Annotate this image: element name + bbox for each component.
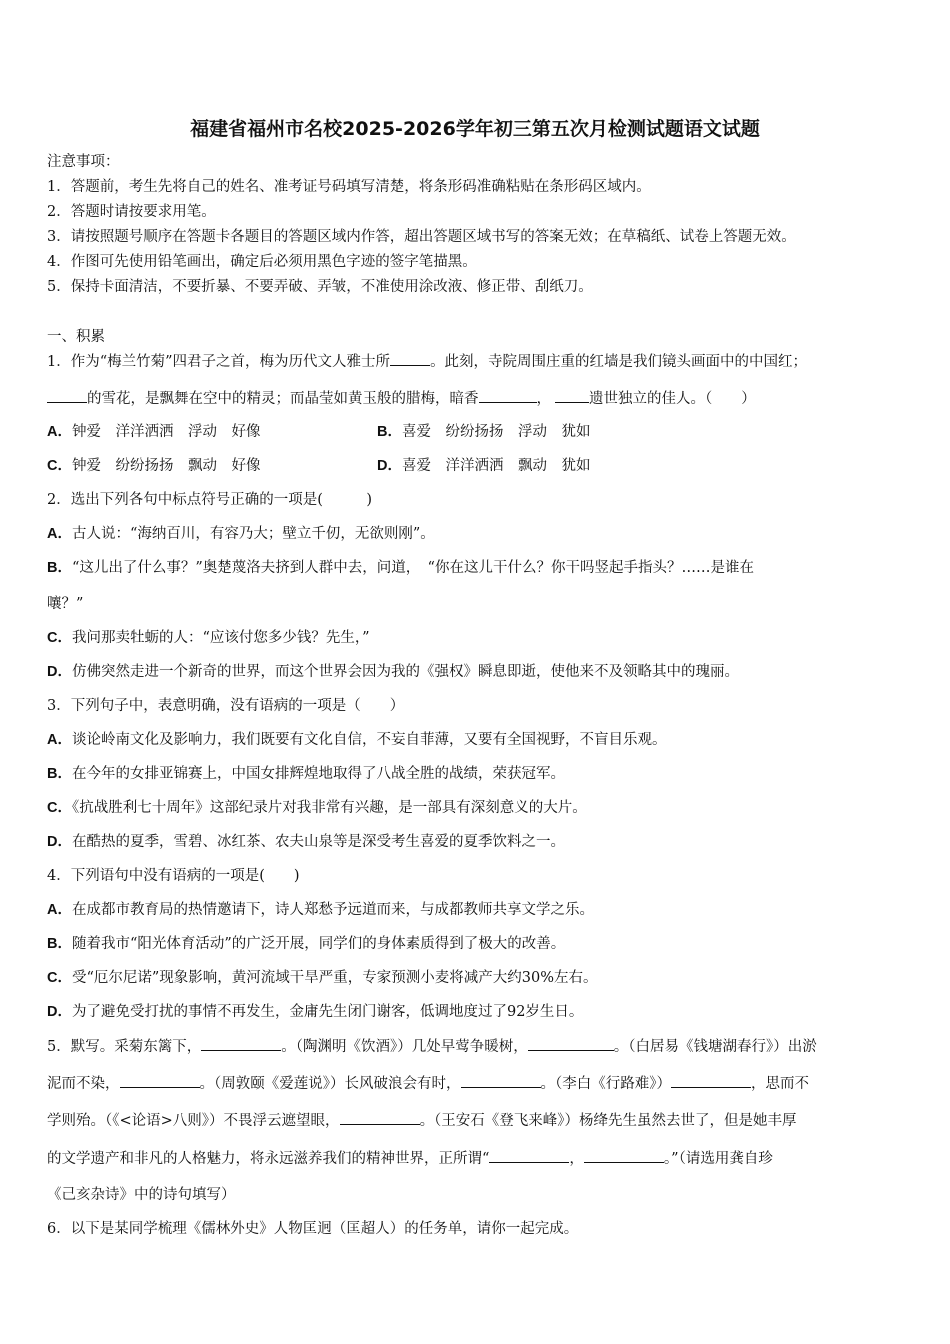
- answer-blank: [528, 1036, 614, 1051]
- q4-option-c: [47, 968, 598, 988]
- q2-option-c: [47, 628, 370, 648]
- option-text: 仿佛突然走进一个新奇的世界，而这个世界会因为我的《强权》瞬息即逝，使他来不及领略其中的瑰丽。: [71, 664, 739, 680]
- option-label: C．: [47, 458, 72, 474]
- answer-blank: [120, 1073, 200, 1088]
- option-label: D．: [47, 834, 72, 850]
- question-6-stem: 6．以下是某同学梳理《儒林外史》人物匡迥（匡超人）的任务单，请你一起完成。: [47, 1221, 579, 1237]
- option-text: 在成都市教育局的热情邀请下，诗人郑愁予远道而来，与成都教师共享文学之乐。: [71, 902, 594, 918]
- option-text: 受“厄尔尼诺”现象影响，黄河流域干旱严重，专家预测小麦将减产大约30%左右。: [71, 970, 598, 986]
- option-label: B．: [47, 560, 72, 576]
- q1-text: 。此刻，寺院周围庄重的红墙是我们镜头画面中的中国红；: [430, 354, 808, 370]
- option-text: 钟爱 洋洋洒洒 浮动 好像: [71, 424, 261, 440]
- q1-options-row: [47, 456, 591, 476]
- notice-item: 4．作图可先使用铅笔画出，确定后必须用黑色字迹的签字笔描黑。: [47, 254, 477, 270]
- option-label: D．: [47, 1004, 72, 1020]
- q4-option-a: [47, 900, 594, 920]
- q5-text: 。（陶渊明《饮酒》）几处早莺争暖树，: [281, 1039, 528, 1055]
- section-heading: 一、积累: [47, 329, 105, 345]
- q5-text: 。（周敦颐《爱莲说》）长风破浪会有时，: [199, 1076, 461, 1092]
- question-1-stem: [47, 351, 807, 372]
- q1-text: 遗世独立的佳人。（ ）: [589, 391, 756, 407]
- option-label: C．: [47, 630, 72, 646]
- question-3-stem: 3．下列句子中，表意明确，没有语病的一项是（ ）: [47, 698, 405, 714]
- option-label: A．: [47, 424, 72, 440]
- q1-option-d: [377, 456, 590, 476]
- option-text: 在今年的女排亚锦赛上，中国女排辉煌地取得了八战全胜的战绩，荣获冠军。: [71, 766, 565, 782]
- option-text: 随着我市“阳光体育活动”的广泛开展，同学们的身体素质得到了极大的改善。: [71, 936, 566, 952]
- notice-heading: 注意事项：: [47, 154, 120, 170]
- option-text: 喜爱 纷纷扬扬 浮动 犹如: [401, 424, 591, 440]
- option-text: 在酷热的夏季，雪碧、冰红茶、农夫山泉等是深受考生喜爱的夏季饮料之一。: [71, 834, 565, 850]
- question-5-line: [47, 1148, 773, 1169]
- question-1-stem-cont: [47, 388, 756, 409]
- q5-text: 。”（请选用龚自珍: [663, 1151, 773, 1167]
- option-text: 我问那卖牡蛎的人：“应该付您多少钱？先生，”: [71, 630, 370, 646]
- question-5-line: [47, 1036, 817, 1057]
- notice-item: 1．答题前，考生先将自己的姓名、准考证号码填写清楚，将条形码准确粘贴在条形码区域内。: [47, 179, 651, 195]
- option-label: D．: [377, 458, 402, 474]
- option-text: 古人说：“海纳百川，有容乃大；壁立千仞，无欲则刚”。: [71, 526, 435, 542]
- q2-option-b: [47, 558, 754, 578]
- q3-option-b: [47, 764, 565, 784]
- q1-option-c: [47, 458, 260, 474]
- option-text: 为了避免受打扰的事情不再发生，金庸先生闭门谢客，低调地度过了92岁生日。: [71, 1004, 584, 1020]
- option-text: 喜爱 洋洋洒洒 飘动 犹如: [401, 458, 591, 474]
- q5-text: ，: [569, 1151, 584, 1167]
- q5-text: 。（王安石《登飞来峰》）杨绛先生虽然去世了，但是她丰厚: [419, 1113, 797, 1129]
- question-5-line: 《己亥杂诗》中的诗句填写）: [47, 1187, 236, 1203]
- q5-text: 的文学遗产和非凡的人格魅力，将永远滋养我们的精神世界，正所谓“: [47, 1151, 490, 1167]
- answer-blank: [47, 388, 87, 403]
- answer-blank: [390, 351, 430, 366]
- q3-option-d: [47, 832, 565, 852]
- q5-text: 。（李白《行路难》）: [540, 1076, 671, 1092]
- option-text: “这儿出了什么事？”奥楚蔑洛夫挤到人群中去，问道， “你在这儿干什么？你干吗竖起手指头？……是谁在: [71, 560, 754, 576]
- answer-blank: [479, 388, 537, 403]
- q2-option-b-cont: 嚷？”: [47, 596, 84, 612]
- q1-text: 1．作为“梅兰竹菊”四君子之首，梅为历代文人雅士所: [47, 354, 391, 370]
- question-2-stem: 2．选出下列各句中标点符号正确的一项是( ): [47, 492, 373, 508]
- q5-text: 学则殆。（《<论语>八则》）不畏浮云遮望眼，: [47, 1113, 340, 1129]
- question-4-stem: 4．下列语句中没有语病的一项是( ): [47, 868, 300, 884]
- option-label: B．: [47, 766, 72, 782]
- option-label: B．: [377, 424, 402, 440]
- notice-item: 5．保持卡面清洁，不要折暴、不要弄破、弄皱，不准使用涂改液、修正带、刮纸刀。: [47, 279, 593, 295]
- option-label: C．: [47, 970, 72, 986]
- answer-blank: [555, 388, 589, 403]
- q4-option-b: [47, 934, 565, 954]
- option-label: B．: [47, 936, 72, 952]
- q3-option-c: [47, 798, 587, 818]
- answer-blank: [671, 1073, 751, 1088]
- q1-text: ，: [536, 391, 551, 407]
- notice-item: 2．答题时请按要求用笔。: [47, 204, 216, 220]
- answer-blank: [489, 1148, 569, 1163]
- option-label: C．: [47, 800, 72, 816]
- q3-option-a: [47, 730, 666, 750]
- option-text: 谈论岭南文化及影响力，我们既要有文化自信，不妄自菲薄，又要有全国视野，不盲目乐观。: [71, 732, 667, 748]
- option-label: D．: [47, 664, 72, 680]
- q1-options-row: [47, 422, 591, 442]
- option-label: A．: [47, 902, 72, 918]
- notice-item: 3．请按照题号顺序在答题卡各题目的答题区域内作答，超出答题区域书写的答案无效；在草稿纸、试卷上答题无效。: [47, 229, 796, 245]
- answer-blank: [340, 1110, 420, 1125]
- q5-text: 5．默写。采菊东篱下，: [47, 1039, 202, 1055]
- q1-text: 的雪花，是飘舞在空中的精灵；而晶莹如黄玉般的腊梅，暗香: [87, 391, 479, 407]
- answer-blank: [584, 1148, 664, 1163]
- q1-option-b: [377, 422, 590, 442]
- option-label: A．: [47, 732, 72, 748]
- q5-text: ，思而不: [751, 1076, 809, 1092]
- page-title: 福建省福州市名校2025-2026学年初三第五次月检测试题语文试题: [190, 118, 760, 140]
- option-text: 钟爱 纷纷扬扬 飘动 好像: [71, 458, 261, 474]
- question-5-line: [47, 1073, 809, 1094]
- option-text: 《抗战胜利七十周年》这部纪录片对我非常有兴趣，是一部具有深刻意义的大片。: [71, 800, 587, 816]
- answer-blank: [461, 1073, 541, 1088]
- option-label: A．: [47, 526, 72, 542]
- q5-text: 泥而不染，: [47, 1076, 120, 1092]
- q5-text: 。（白居易《钱塘湖春行》）出淤: [613, 1039, 817, 1055]
- q1-option-a: [47, 424, 260, 440]
- answer-blank: [201, 1036, 281, 1051]
- question-5-line: [47, 1110, 797, 1131]
- q4-option-d: [47, 1002, 583, 1022]
- q2-option-a: [47, 524, 435, 544]
- q2-option-d: [47, 662, 739, 682]
